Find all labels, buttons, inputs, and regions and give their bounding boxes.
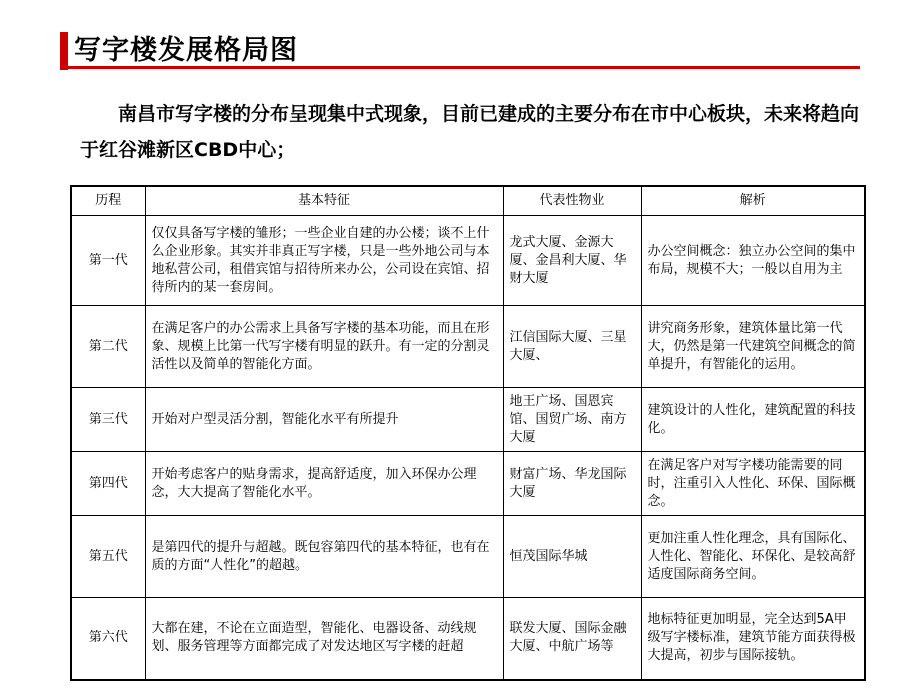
table-row bbox=[71, 516, 865, 598]
features-cell: 大都在建，不论在立面造型，智能化、电器设备、动线规划、服务管理等方面都完成了对发达地区写字楼的赶超 bbox=[145, 598, 503, 680]
page-title: 写字楼发展格局图 bbox=[74, 35, 298, 66]
analysis-cell: 办公空间概念：独立办公空间的集中布局，规模不大；一般以自用为主 bbox=[641, 216, 865, 306]
title-accent-bar bbox=[60, 32, 68, 70]
header-features: 基本特征 bbox=[145, 186, 503, 216]
analysis-cell: 讲究商务形象，建筑体量比第一代大，仍然是第一代建筑空间概念的简单提升，有智能化的运用。 bbox=[641, 306, 865, 388]
properties-cell: 江信国际大厦、三星大厦、 bbox=[503, 306, 641, 388]
features-cell: 开始对户型灵活分割，智能化水平有所提升 bbox=[145, 388, 503, 452]
generation-cell: 第一代 bbox=[71, 216, 145, 306]
analysis-cell: 更加注重人性化理念，具有国际化、人性化、智能化、环保化、是较高舒适度国际商务空间。 bbox=[641, 516, 865, 598]
table-row bbox=[71, 306, 865, 388]
features-cell: 仅仅具备写字楼的雏形；一些企业自建的办公楼；谈不上什么企业形象。其实并非真正写字楼，只是一些外地公司与本地私营公司，租借宾馆与招待所来办公，公司设在宾馆、招待所内的某一套房间。 bbox=[145, 216, 503, 306]
analysis-cell: 在满足客户对写字楼功能需要的同时，注重引入人性化、环保、国际概念。 bbox=[641, 452, 865, 516]
table-row bbox=[71, 598, 865, 680]
generation-cell: 第四代 bbox=[71, 452, 145, 516]
intro-paragraph: 南昌市写字楼的分布呈现集中式现象，目前已建成的主要分布在市中心板块，未来将趋向于红谷滩新区CBD中心； bbox=[80, 103, 860, 161]
properties-cell: 联发大厦、国际金融大厦、中航广场等 bbox=[503, 598, 641, 680]
properties-cell: 恒茂国际华城 bbox=[503, 516, 641, 598]
features-cell: 开始考虑客户的贴身需求，提高舒适度，加入环保办公理念，大大提高了智能化水平。 bbox=[145, 452, 503, 516]
header-stage: 历程 bbox=[71, 186, 145, 216]
properties-cell: 龙式大厦、金源大厦、金昌利大厦、华财大厦 bbox=[503, 216, 641, 306]
table-row bbox=[71, 388, 865, 452]
properties-cell: 财富广场、华龙国际大厦 bbox=[503, 452, 641, 516]
header-properties: 代表性物业 bbox=[503, 186, 641, 216]
table-row bbox=[71, 452, 865, 516]
title-underline bbox=[60, 66, 860, 69]
properties-cell: 地王广场、国恩宾馆、国贸广场、南方大厦 bbox=[503, 388, 641, 452]
analysis-cell: 地标特征更加明显，完全达到5A甲级写字楼标准，建筑节能方面获得极大提高，初步与国际接轨。 bbox=[641, 598, 865, 680]
generation-cell: 第六代 bbox=[71, 598, 145, 680]
header-analysis: 解析 bbox=[641, 186, 865, 216]
features-cell: 是第四代的提升与超越。既包容第四代的基本特征，也有在质的方面“人性化”的超越。 bbox=[145, 516, 503, 598]
generation-cell: 第二代 bbox=[71, 306, 145, 388]
generation-cell: 第三代 bbox=[71, 388, 145, 452]
development-table bbox=[70, 185, 866, 681]
page-header bbox=[60, 28, 860, 84]
generation-cell: 第五代 bbox=[71, 516, 145, 598]
analysis-cell: 建筑设计的人性化，建筑配置的科技化。 bbox=[641, 388, 865, 452]
table-row bbox=[71, 216, 865, 306]
features-cell: 在满足客户的办公需求上具备写字楼的基本功能，而且在形象、规模上比第一代写字楼有明显的跃升。有一定的分割灵活性以及简单的智能化方面。 bbox=[145, 306, 503, 388]
table-header-row bbox=[71, 186, 865, 216]
